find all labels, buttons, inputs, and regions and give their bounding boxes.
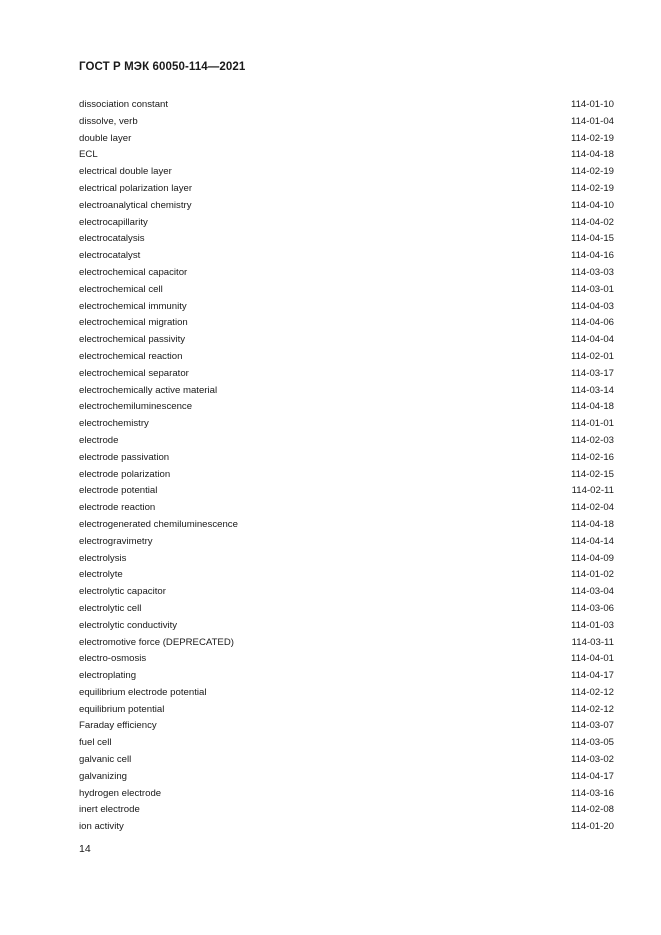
index-term: electrical polarization layer	[79, 182, 193, 194]
index-code: 114-02-19	[570, 166, 614, 178]
index-entry	[79, 181, 614, 198]
index-code: 114-02-03	[570, 434, 614, 446]
index-code: 114-04-04	[570, 334, 614, 346]
index-term: electromotive force (DEPRECATED)	[79, 636, 234, 648]
index-term: electrolyte	[79, 569, 123, 581]
index-code: 114-02-04	[570, 502, 614, 514]
index-entry	[79, 265, 614, 282]
index-code: 114-03-02	[570, 754, 614, 766]
index-entry	[79, 315, 614, 332]
index-term: electrical double layer	[79, 166, 172, 178]
index-term: electrochemical immunity	[79, 300, 187, 312]
index-term: equilibrium electrode potential	[79, 686, 207, 698]
index-term: galvanic cell	[79, 754, 132, 766]
index-term: fuel cell	[79, 737, 112, 749]
index-entry	[79, 383, 614, 400]
index-term: electrode reaction	[79, 502, 156, 514]
index-term: electrocatalysis	[79, 233, 145, 245]
index-entry	[79, 231, 614, 248]
index-term: galvanizing	[79, 770, 128, 782]
index-entry	[79, 147, 614, 164]
index-code: 114-03-11	[571, 636, 614, 648]
index-code: 114-04-17	[570, 670, 614, 682]
index-code: 114-03-06	[570, 602, 614, 614]
index-entry	[79, 685, 614, 702]
index-entry	[79, 399, 614, 416]
index-term: ECL	[79, 149, 98, 161]
index-entry	[79, 802, 614, 819]
index-term: electrocapillarity	[79, 216, 148, 228]
index-term: electrolysis	[79, 552, 127, 564]
index-entry	[79, 114, 614, 131]
index-code: 114-03-14	[570, 384, 614, 396]
index-term: electrochemical migration	[79, 317, 188, 329]
index-code: 114-03-05	[570, 737, 614, 749]
index-code: 114-01-02	[570, 569, 614, 581]
index-term: dissociation constant	[79, 99, 169, 110]
index-code: 114-04-18	[570, 149, 614, 161]
index-code: 114-02-19	[570, 132, 614, 144]
index-term: hydrogen electrode	[79, 787, 162, 799]
index-term: electrochemical reaction	[79, 350, 183, 362]
index-code: 114-04-16	[570, 250, 614, 262]
index-code: 114-03-16	[570, 787, 614, 799]
index-term: dissolve, verb	[79, 115, 138, 127]
index-entry	[79, 635, 614, 652]
index-term: inert electrode	[79, 804, 140, 816]
index-entry	[79, 500, 614, 517]
index-code: 114-04-14	[570, 535, 614, 547]
index-term: electrogenerated chemiluminescence	[79, 518, 238, 530]
index-term: electrolytic cell	[79, 602, 142, 614]
index-code: 114-02-15	[570, 468, 614, 480]
index-entry	[79, 735, 614, 752]
index-code: 114-03-03	[570, 266, 614, 278]
index-entry	[79, 332, 614, 349]
index-code: 114-01-03	[570, 619, 614, 631]
index-entry	[79, 752, 614, 769]
index-entry	[79, 601, 614, 618]
index-code: 114-04-18	[570, 518, 614, 530]
index-code: 114-03-01	[570, 283, 614, 295]
index-entry	[79, 517, 614, 534]
index-entry	[79, 584, 614, 601]
index-entry	[79, 450, 614, 467]
index-code: 114-04-06	[570, 317, 614, 329]
term-index-list	[79, 97, 614, 836]
index-term: electro-osmosis	[79, 653, 147, 665]
index-code: 114-04-01	[570, 653, 614, 665]
index-code: 114-02-12	[570, 686, 614, 698]
index-entry	[79, 702, 614, 719]
index-term: electrode potential	[79, 485, 158, 497]
index-code: 114-01-10	[570, 99, 614, 110]
index-entry	[79, 198, 614, 215]
index-entry	[79, 769, 614, 786]
index-code: 114-02-01	[570, 350, 614, 362]
index-entry	[79, 551, 614, 568]
index-term: electrode polarization	[79, 468, 171, 480]
index-entry	[79, 718, 614, 735]
index-code: 114-01-01	[570, 418, 614, 430]
index-entry	[79, 349, 614, 366]
index-term: double layer	[79, 132, 132, 144]
index-code: 114-04-17	[570, 770, 614, 782]
index-entry	[79, 819, 614, 836]
index-entry	[79, 618, 614, 635]
index-term: electroplating	[79, 670, 137, 682]
index-term: electrochemiluminescence	[79, 401, 193, 413]
index-entry	[79, 131, 614, 148]
index-entry	[79, 786, 614, 803]
index-term: electrogravimetry	[79, 535, 153, 547]
index-entry	[79, 534, 614, 551]
index-entry	[79, 366, 614, 383]
index-entry	[79, 248, 614, 265]
index-term: electrochemistry	[79, 418, 149, 430]
index-code: 114-01-20	[570, 821, 614, 833]
index-entry	[79, 467, 614, 484]
document-header: ГОСТ Р МЭК 60050-114—2021	[79, 61, 246, 73]
index-code: 114-04-18	[570, 401, 614, 413]
index-term: Faraday efficiency	[79, 720, 157, 732]
index-term: ion activity	[79, 821, 124, 833]
index-code: 114-02-16	[570, 451, 614, 463]
index-term: equilibrium potential	[79, 703, 165, 715]
index-entry	[79, 416, 614, 433]
index-term: electrochemical cell	[79, 283, 163, 295]
index-entry	[79, 483, 614, 500]
index-code: 114-02-12	[570, 703, 614, 715]
index-term: electrode passivation	[79, 451, 170, 463]
index-term: electrochemical capacitor	[79, 266, 188, 278]
index-code: 114-02-19	[570, 182, 614, 194]
index-entry	[79, 567, 614, 584]
index-code: 114-04-02	[570, 216, 614, 228]
index-entry	[79, 282, 614, 299]
index-entry	[79, 433, 614, 450]
index-code: 114-03-17	[570, 367, 614, 379]
index-code: 114-03-04	[570, 586, 614, 598]
index-term: electrochemical separator	[79, 367, 189, 379]
index-entry	[79, 651, 614, 668]
index-code: 114-02-11	[571, 485, 614, 497]
index-code: 114-04-15	[570, 233, 614, 245]
index-code: 114-03-07	[570, 720, 614, 732]
index-term: electrocatalyst	[79, 250, 141, 262]
index-term: electrochemical passivity	[79, 334, 186, 346]
index-term: electroanalytical chemistry	[79, 199, 192, 211]
index-code: 114-04-09	[570, 552, 614, 564]
page-number: 14	[79, 843, 91, 855]
index-entry	[79, 97, 614, 114]
index-term: electrolytic conductivity	[79, 619, 178, 631]
index-entry	[79, 668, 614, 685]
index-code: 114-01-04	[570, 115, 614, 127]
index-term: electrolytic capacitor	[79, 586, 166, 598]
index-code: 114-04-10	[570, 199, 614, 211]
index-entry	[79, 215, 614, 232]
index-code: 114-02-08	[570, 804, 614, 816]
index-term: electrode	[79, 434, 119, 446]
index-code: 114-04-03	[570, 300, 614, 312]
index-entry	[79, 164, 614, 181]
index-entry	[79, 299, 614, 316]
index-term: electrochemically active material	[79, 384, 218, 396]
